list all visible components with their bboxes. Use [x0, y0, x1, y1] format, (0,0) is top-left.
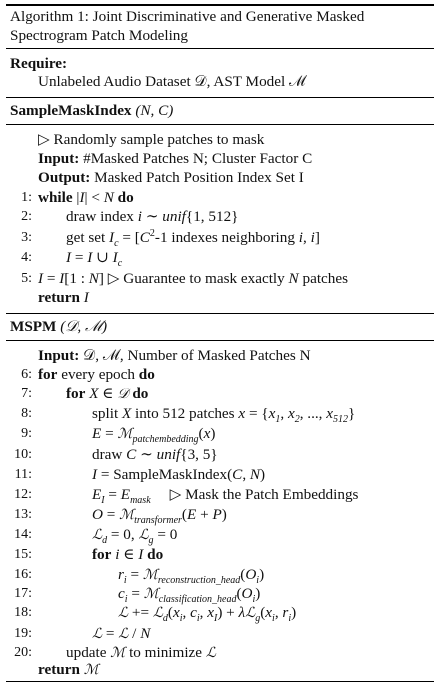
section1-comment: ▷ Randomly sample patches to mask	[38, 131, 265, 148]
algo-line-18: ℒ += $ℒ_d(x_i$, $c_i$, $x_I$) + $\lambda ℒ_g(x_i$, $r_i$)	[118, 604, 297, 625]
require-text: Unlabeled Audio Dataset 𝒟, AST Model ℳ	[38, 73, 307, 90]
bottom-rule	[6, 681, 434, 682]
line-number: 7:	[21, 386, 32, 401]
section1-header-args: (N, C)	[135, 102, 174, 119]
algo-line-11: I = SampleMaskIndex(C, N)	[92, 466, 266, 483]
top-rule	[6, 4, 434, 6]
section2-input	[38, 347, 311, 365]
line-number: 6:	[21, 367, 32, 382]
line-number: 16:	[14, 567, 32, 582]
line-number: 14:	[14, 527, 32, 542]
section2-header-rule	[6, 340, 434, 341]
line-number: 5:	[21, 271, 32, 286]
algo-line-12: $E_I = E_{mask}$ ▷ Mask the Patch Embeddings	[92, 486, 359, 507]
algo-line-5: I = I[1 : N] ▷ Guarantee to mask exactly N patches	[38, 270, 349, 287]
line-number: 3:	[21, 230, 32, 245]
section2-header-args: (𝒟, ℳ)	[60, 318, 108, 335]
algo-line-2: draw index i ∼ unif{1, 512}	[66, 208, 239, 225]
algo-line-16: $r_i$ = $ℳ_{reconstruction\_head}(O_i)$	[118, 566, 265, 587]
algo-line-7: for X ∈ 𝒟 do	[66, 385, 149, 402]
line-number: 9:	[21, 426, 32, 441]
algorithm-caption-line-1: Algorithm 1: Joint Discriminative and Generative Masked	[10, 8, 365, 25]
section2-input-text: 𝒟, ℳ, Number of Masked Patches N	[83, 347, 311, 364]
line-number: 8:	[21, 406, 32, 421]
algo-line-20: update ℳ to minimize ℒ	[66, 644, 216, 661]
algo-line-19: ℒ = ℒ / N	[92, 625, 151, 642]
section2-header-name: MSPM	[10, 318, 57, 335]
section1-header-rule	[6, 124, 434, 125]
section1-input-label: Input:	[38, 150, 80, 167]
line-number: 13:	[14, 507, 32, 522]
line-number: 18:	[14, 605, 32, 620]
section1-input	[38, 150, 312, 168]
algo-return-2: return ℳ	[38, 661, 99, 678]
algo-line-13: O = ℳ$_{transformer}$(E + P)	[92, 506, 227, 527]
algo-line-8: split X into 512 patches $x = \{x_1$, $x_2$, ..., $x_{512}$}	[92, 405, 356, 426]
section2-input-label: Input:	[38, 347, 80, 364]
algo-line-9: E = ℳ$_{patchembedding}$(x)	[92, 425, 216, 446]
caption-rule	[6, 48, 434, 49]
algo-line-4: I = I ∪ $I_c$	[66, 249, 123, 270]
line-number: 20:	[14, 645, 32, 660]
line-number: 15:	[14, 547, 32, 562]
algorithm-caption-line-2: Spectrogram Patch Modeling	[10, 27, 188, 44]
section1-header	[10, 102, 173, 120]
section1-output-text: Masked Patch Position Index Set I	[94, 169, 304, 186]
require-label: Require:	[10, 55, 68, 72]
algo-line-6: for every epoch do	[38, 366, 155, 383]
line-number: 2:	[21, 209, 32, 224]
line-number: 17:	[14, 586, 32, 601]
section1-top-rule	[6, 97, 434, 98]
algo-line-14: ℒ$_d$ = 0, ℒ$_g$ = 0	[92, 526, 178, 547]
section1-header-name: SampleMaskIndex	[10, 102, 132, 119]
algo-line-17: $c_i$ = $ℳ_{classification\_head}(O_i)$	[118, 585, 261, 606]
section1-output	[38, 169, 304, 187]
section1-input-text: #Masked Patches N; Cluster Factor C	[83, 150, 313, 167]
section1-output-label: Output:	[38, 169, 91, 186]
section2-header	[10, 318, 107, 336]
algo-return-1: return I	[38, 289, 89, 306]
algo-line-1: while |I| < N do	[38, 189, 134, 206]
line-number: 11:	[14, 467, 32, 482]
algo-line-10: draw C ∼ unif{3, 5}	[92, 446, 218, 463]
algo-line-15: for i ∈ I do	[92, 546, 164, 563]
algo-line-3: get set $I_c = [C^2-1$ indexes neighboring i, i]	[66, 227, 320, 250]
line-number: 1:	[21, 190, 32, 205]
line-number: 12:	[14, 487, 32, 502]
line-number: 4:	[21, 250, 32, 265]
section2-top-rule	[6, 313, 434, 314]
line-number: 19:	[14, 626, 32, 641]
line-number: 10:	[14, 447, 32, 462]
